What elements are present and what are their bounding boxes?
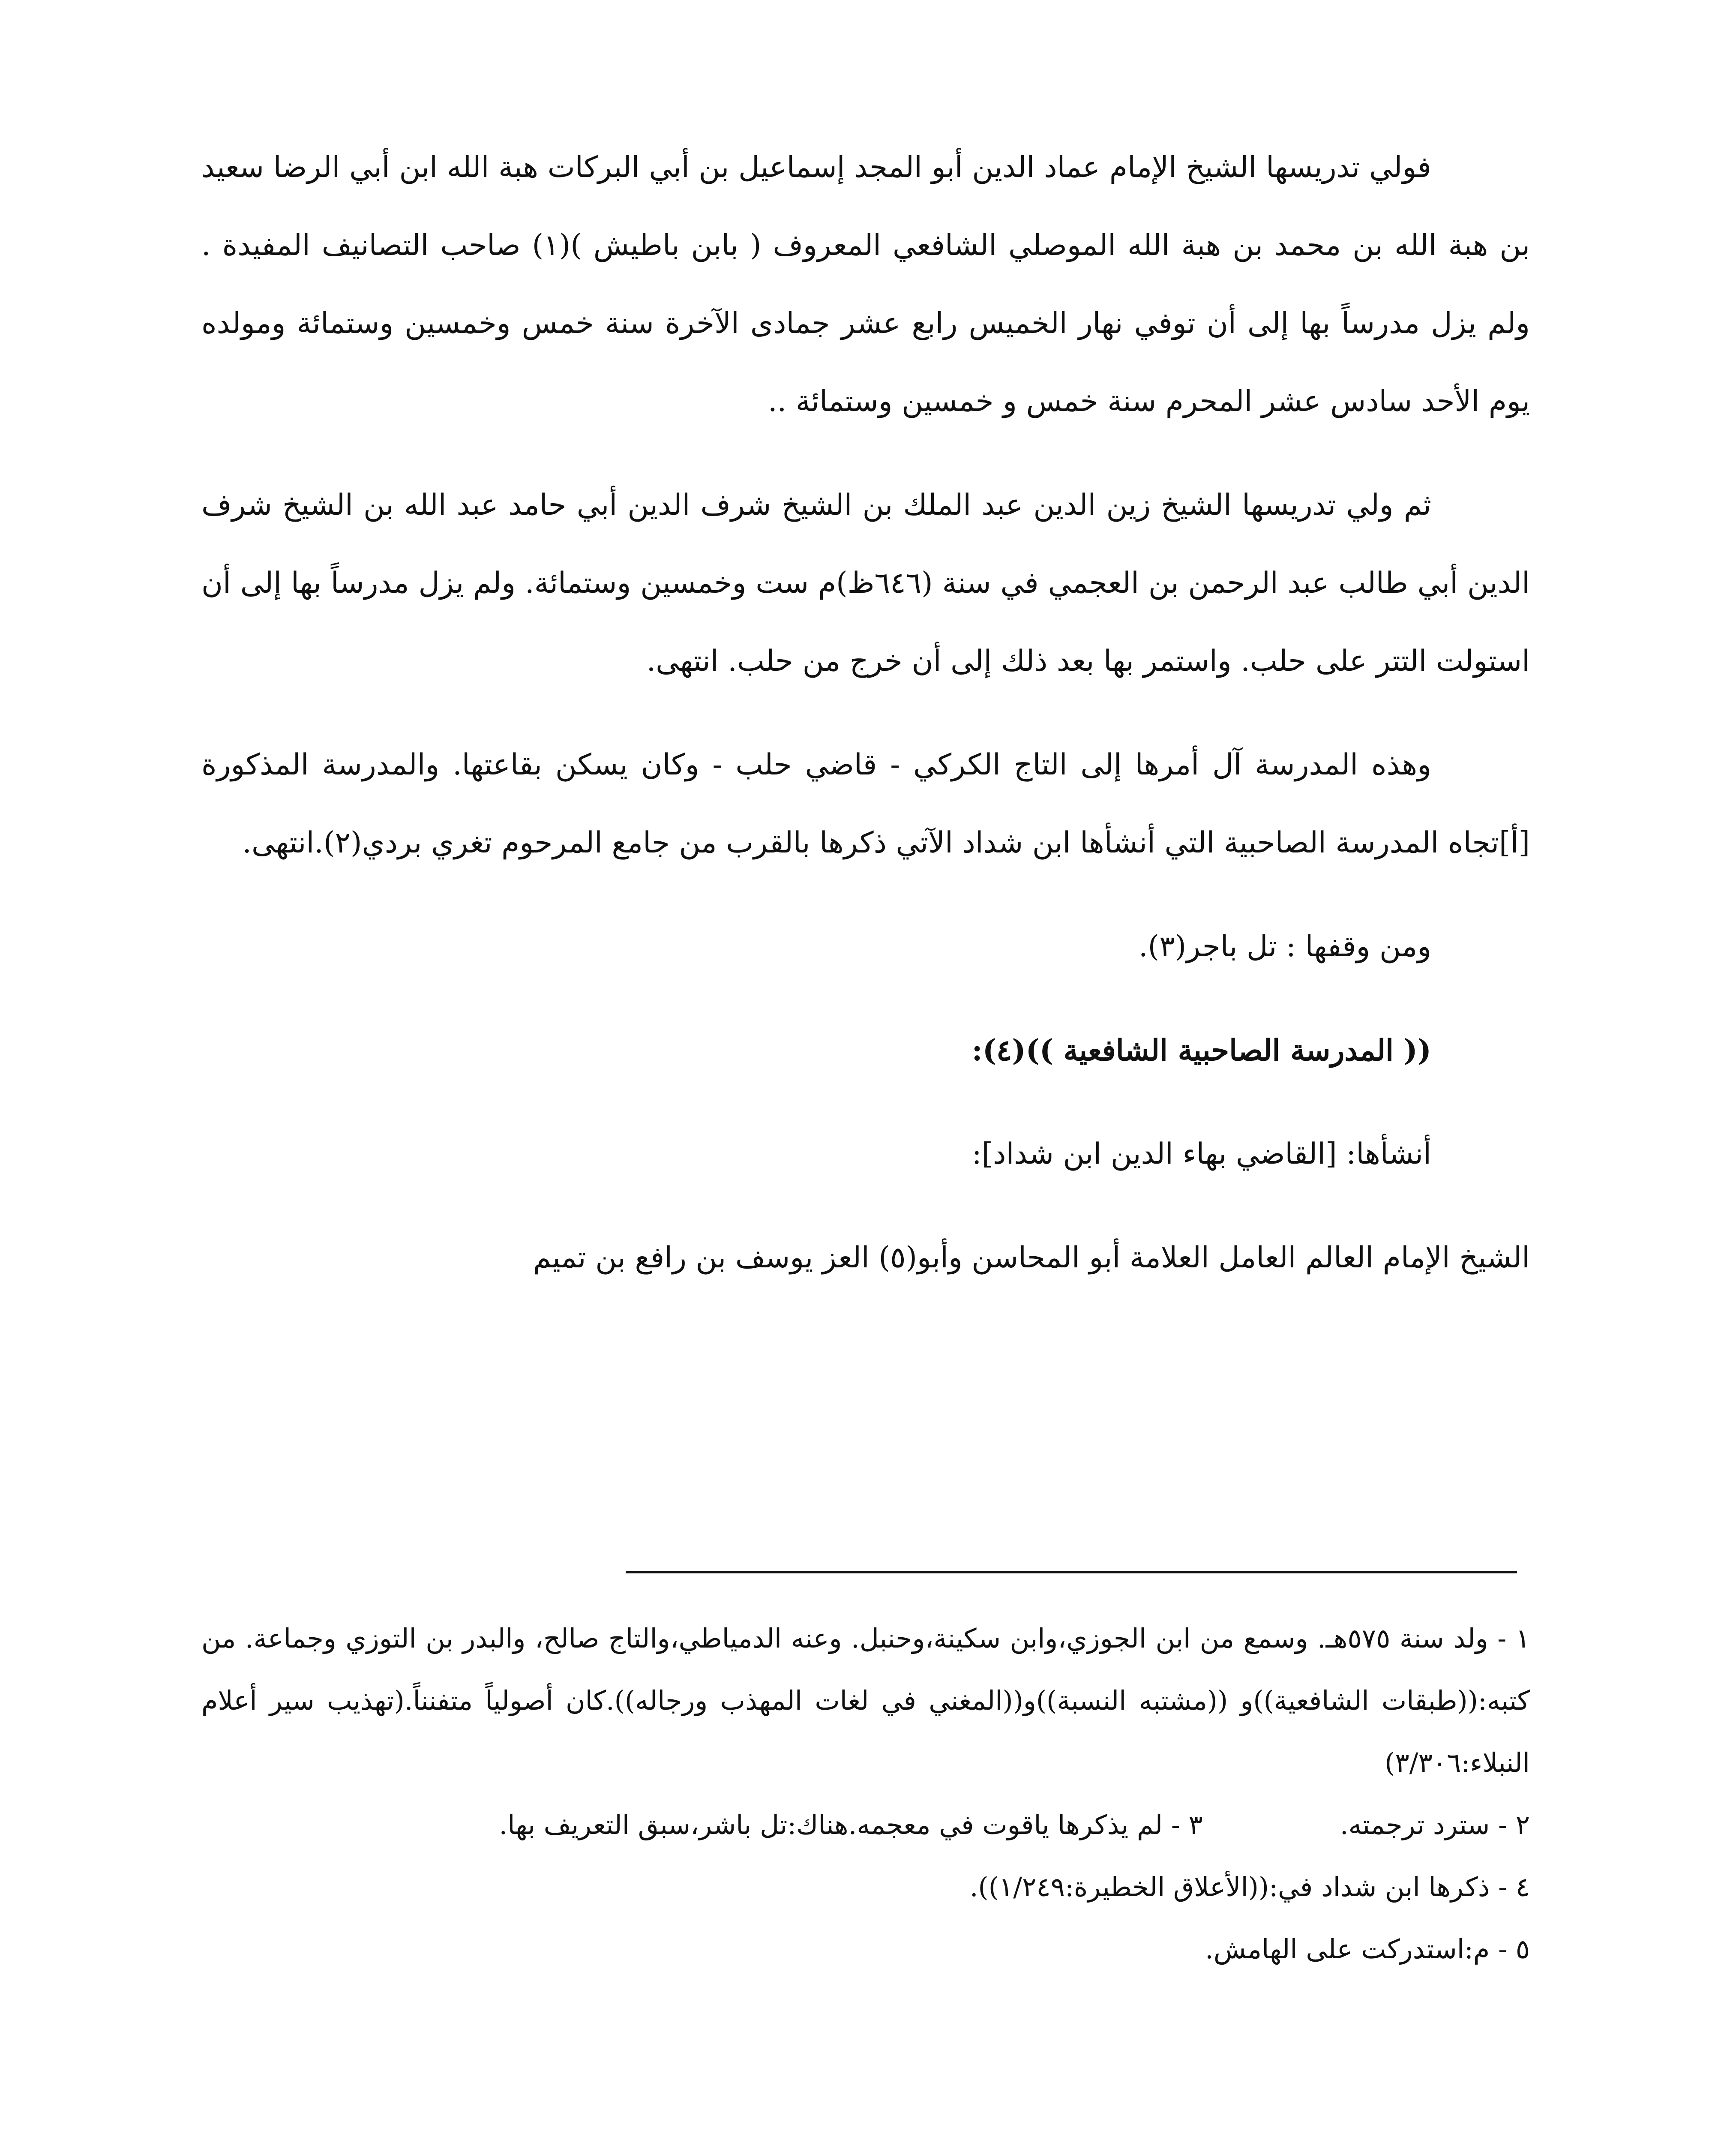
footnote-3: ٣ - لم يذكرها ياقوت في معجمه.هناك:تل باشر،سبق التعريف بها. [499, 1809, 1203, 1840]
footnote-5: ٥ - م:استدركت على الهامش. [1205, 1933, 1530, 1965]
footnote-2: ٢ - سترد ترجمته. [1340, 1809, 1530, 1840]
footnote-1: ١ - ولد سنة ٥٧٥هـ. وسمع من ابن الجوزي،وابن سكينة،وحنبل. وعنه الدمياطي،والتاج صالح، والبدر بن التوزي وجماعة. من كتبه:((طبقات الشافعية))و ((مشتبه النسبة))و((المغني في لغات المهذب ورجاله)).كان أصولياً متفنناً.(تهذيب سير أعلام النبلاء:٣/٣٠٦) [201, 1623, 1530, 1778]
main-text [201, 129, 1530, 1323]
footnote-row-2-3 [201, 1794, 1530, 1856]
paragraph-founder: أنشأها: [القاضي بهاء الدين ابن شداد]: [971, 1137, 1431, 1171]
paragraph-last: الشيخ الإمام العالم العامل العلامة أبو المحاسن وأبو(٥) العز يوسف بن رافع بن تميم [533, 1241, 1530, 1275]
paragraph-2: ثم ولي تدريسها الشيخ زين الدين عبد الملك بن الشيخ شرف الدين أبي حامد عبد الله بن الشيخ شرف الدين أبي طالب عبد الرحمن بن العجمي في سنة (٦٤٦ظ)م ست وخمسين وستمائة. ولم يزل مدرساً بها إلى أن استولت التتر على حلب. واستمر بها بعد ذلك إلى أن خرج من حلب. انتهى. [201, 488, 1530, 678]
paragraph-waqf: ومن وقفها : تل باجر(٣). [1138, 930, 1431, 963]
paragraph-3: وهذه المدرسة آل أمرها إلى التاج الكركي - قاضي حلب - وكان يسكن بقاعتها. والمدرسة المذكورة [أ]تجاه المدرسة الصاحبية التي أنشأها ابن شداد الآتي ذكرها بالقرب من جامع المرحوم تغري بردي(٢).انتهى. [201, 748, 1530, 860]
footnotes [201, 1607, 1530, 1980]
footnote-4: ٤ - ذكرها ابن شداد في:((الأعلاق الخطيرة:١/٢٤٩)). [969, 1871, 1530, 1903]
footnote-divider [626, 1571, 1517, 1573]
paragraph-1: فولي تدريسها الشيخ الإمام عماد الدين أبو المجد إسماعيل بن أبي البركات هبة الله ابن أبي الرضا سعيد بن هبة الله بن محمد بن هبة الله الموصلي الشافعي المعروف ( بابن باطيش )(١) صاحب التصانيف المفيدة . ولم يزل مدرساً بها إلى أن توفي نهار الخميس رابع عشر جمادى الآخرة سنة خمس وخمسين وستمائة ومولده يوم الأحد سادس عشر المحرم سنة خمس و خمسين وستمائة .. [201, 150, 1530, 418]
section-heading: (( المدرسة الصاحبية الشافعية ))(٤): [971, 1033, 1431, 1068]
